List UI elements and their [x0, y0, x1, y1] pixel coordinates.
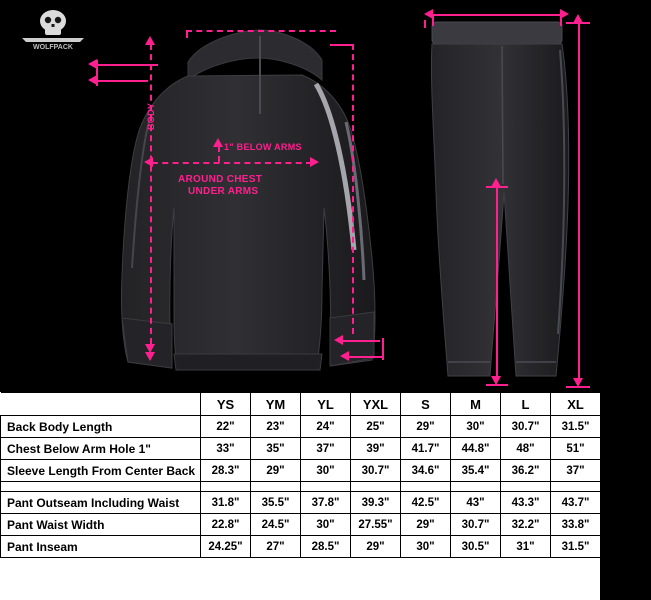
- pant-waist-width-line: [432, 14, 562, 16]
- cell: 43.3": [501, 492, 551, 514]
- table-spacer-row: [1, 482, 651, 492]
- table-row: [1, 514, 651, 536]
- pant-waist-tick-left: [432, 14, 434, 26]
- cell: 31": [501, 536, 551, 558]
- svg-text:WOLFPACK: WOLFPACK: [33, 44, 73, 51]
- cell: 44": [601, 492, 651, 514]
- cell: 30": [301, 514, 351, 536]
- cell: 22.8": [201, 514, 251, 536]
- table-row: [1, 536, 651, 558]
- cell: 22": [201, 416, 251, 438]
- sleeve-cuff-bracket: [382, 338, 384, 360]
- cell: 35": [251, 438, 301, 460]
- row-label-sleeve-length: Sleeve Length From Center Back: [1, 460, 201, 482]
- cell: 28.5": [301, 536, 351, 558]
- table-row: [1, 438, 651, 460]
- cell: 32": [601, 536, 651, 558]
- sleeve-length-line: [352, 44, 354, 334]
- cell: 30": [301, 460, 351, 482]
- table-row: [1, 460, 651, 482]
- cell: 30.7": [451, 514, 501, 536]
- below-arms-arrow: [213, 138, 223, 147]
- sleeve-cuff-line-2: [348, 356, 384, 358]
- table-row: [1, 492, 651, 514]
- spacer-cell: [601, 482, 651, 492]
- sleeve-top-bracket: [96, 60, 98, 86]
- back-body-length-arrow-up: [145, 36, 155, 45]
- pant-waist-tick-right: [560, 14, 562, 26]
- spacer-cell: [301, 482, 351, 492]
- table-header-row: [1, 393, 651, 416]
- cell: 33": [201, 438, 251, 460]
- cell: 35.4": [451, 460, 501, 482]
- pant-outseam-line: [578, 22, 580, 378]
- cell: 30.7": [501, 416, 551, 438]
- cell: 43.7": [551, 492, 601, 514]
- col-header-ys: YS: [201, 393, 251, 416]
- pant-inseam-line: [496, 186, 498, 376]
- cell: 48": [501, 438, 551, 460]
- row-label-chest-below-arm-hole: Chest Below Arm Hole 1": [1, 438, 201, 460]
- cell: 44.8": [451, 438, 501, 460]
- sleeve-top-line-2: [96, 80, 148, 82]
- cell: 24.5": [251, 514, 301, 536]
- pants-graphic: [418, 14, 588, 390]
- col-header-l: L: [501, 393, 551, 416]
- cell: 39": [351, 438, 401, 460]
- back-body-length-line: [150, 44, 152, 344]
- col-header-2xl: 2XL: [601, 393, 651, 416]
- spacer-cell: [551, 482, 601, 492]
- cell: 36.2": [501, 460, 551, 482]
- cell: 32.2": [501, 514, 551, 536]
- below-arms-label: 1" BELOW ARMS: [224, 142, 302, 152]
- col-header-s: S: [401, 393, 451, 416]
- cell: 24": [301, 416, 351, 438]
- spacer-cell: [401, 482, 451, 492]
- size-chart-table-wrap: [0, 392, 640, 600]
- spacer-cell: [251, 482, 301, 492]
- chest-arrow-right: [310, 157, 319, 167]
- cell: 29": [251, 460, 301, 482]
- skull-logo: [14, 8, 92, 54]
- cell: 34.6": [401, 460, 451, 482]
- spacer-cell: [201, 482, 251, 492]
- cell: 32.2": [601, 416, 651, 438]
- sleeve-cuff-arrow-left-2: [340, 351, 349, 361]
- row-label-pant-waist-width: Pant Waist Width: [1, 514, 201, 536]
- col-header-blank: [1, 393, 201, 416]
- spacer-cell: [1, 482, 201, 492]
- cell: 29": [401, 514, 451, 536]
- table-row: [1, 416, 651, 438]
- cell: 30": [451, 416, 501, 438]
- cell: 31.5": [551, 416, 601, 438]
- cell: 24.25": [201, 536, 251, 558]
- spacer-cell: [351, 482, 401, 492]
- col-header-yxl: YXL: [351, 393, 401, 416]
- row-label-pant-outseam: Pant Outseam Including Waist: [1, 492, 201, 514]
- pant-inseam-tick-top: [486, 186, 508, 188]
- cell: 30": [401, 536, 451, 558]
- cell: 29": [401, 416, 451, 438]
- cell: 51": [551, 438, 601, 460]
- cell: 33.8": [551, 514, 601, 536]
- shoulder-tick-left: [186, 30, 188, 38]
- row-label-back-body-length: Back Body Length: [1, 416, 201, 438]
- cell: 31.8": [201, 492, 251, 514]
- shoulder-guide-line: [186, 30, 336, 32]
- cell: 25": [351, 416, 401, 438]
- cell: 43": [451, 492, 501, 514]
- row-label-pant-inseam: Pant Inseam: [1, 536, 201, 558]
- around-chest-label: AROUND CHEST: [178, 174, 263, 185]
- size-chart-table: [0, 392, 651, 558]
- cell: 30.7": [351, 460, 401, 482]
- cell: 31.5": [551, 536, 601, 558]
- chest-arrow-left: [144, 157, 153, 167]
- below-arms-line: [218, 146, 220, 162]
- sleeve-cuff-arrow-left: [334, 335, 343, 345]
- pant-left-tick: [424, 20, 426, 28]
- pant-outseam-tick-top: [566, 22, 590, 24]
- cell: 35.5": [251, 492, 301, 514]
- sleeve-cuff-line: [342, 340, 380, 342]
- under-arms-label: UNDER ARMS: [188, 186, 259, 197]
- cell: 54.3": [601, 438, 651, 460]
- sleeve-top-line: [96, 64, 158, 66]
- sleeve-top-tick: [330, 44, 354, 46]
- jacket-graphic: [110, 18, 400, 388]
- spacer-cell: [501, 482, 551, 492]
- cell: 41.7": [401, 438, 451, 460]
- cell: 39.3": [351, 492, 401, 514]
- cell: 29": [351, 536, 401, 558]
- cell: 35.5": [601, 514, 651, 536]
- cell: 42.5": [401, 492, 451, 514]
- pant-inseam-tick-bottom: [486, 384, 508, 386]
- col-header-ym: YM: [251, 393, 301, 416]
- cell: 37": [551, 460, 601, 482]
- hem-arrow: [145, 352, 155, 361]
- pant-outseam-tick-bottom: [566, 386, 590, 388]
- col-header-yl: YL: [301, 393, 351, 416]
- col-header-m: M: [451, 393, 501, 416]
- cell: 23": [251, 416, 301, 438]
- spacer-cell: [451, 482, 501, 492]
- cell: 37": [301, 438, 351, 460]
- cell: 27": [251, 536, 301, 558]
- cell: 28.3": [201, 460, 251, 482]
- body-label: BODY: [146, 102, 156, 130]
- cell: 37.8": [301, 492, 351, 514]
- chest-measure-line: [152, 162, 312, 164]
- cell: 37.8": [601, 460, 651, 482]
- cell: 27.55": [351, 514, 401, 536]
- col-header-xl: XL: [551, 393, 601, 416]
- cell: 30.5": [451, 536, 501, 558]
